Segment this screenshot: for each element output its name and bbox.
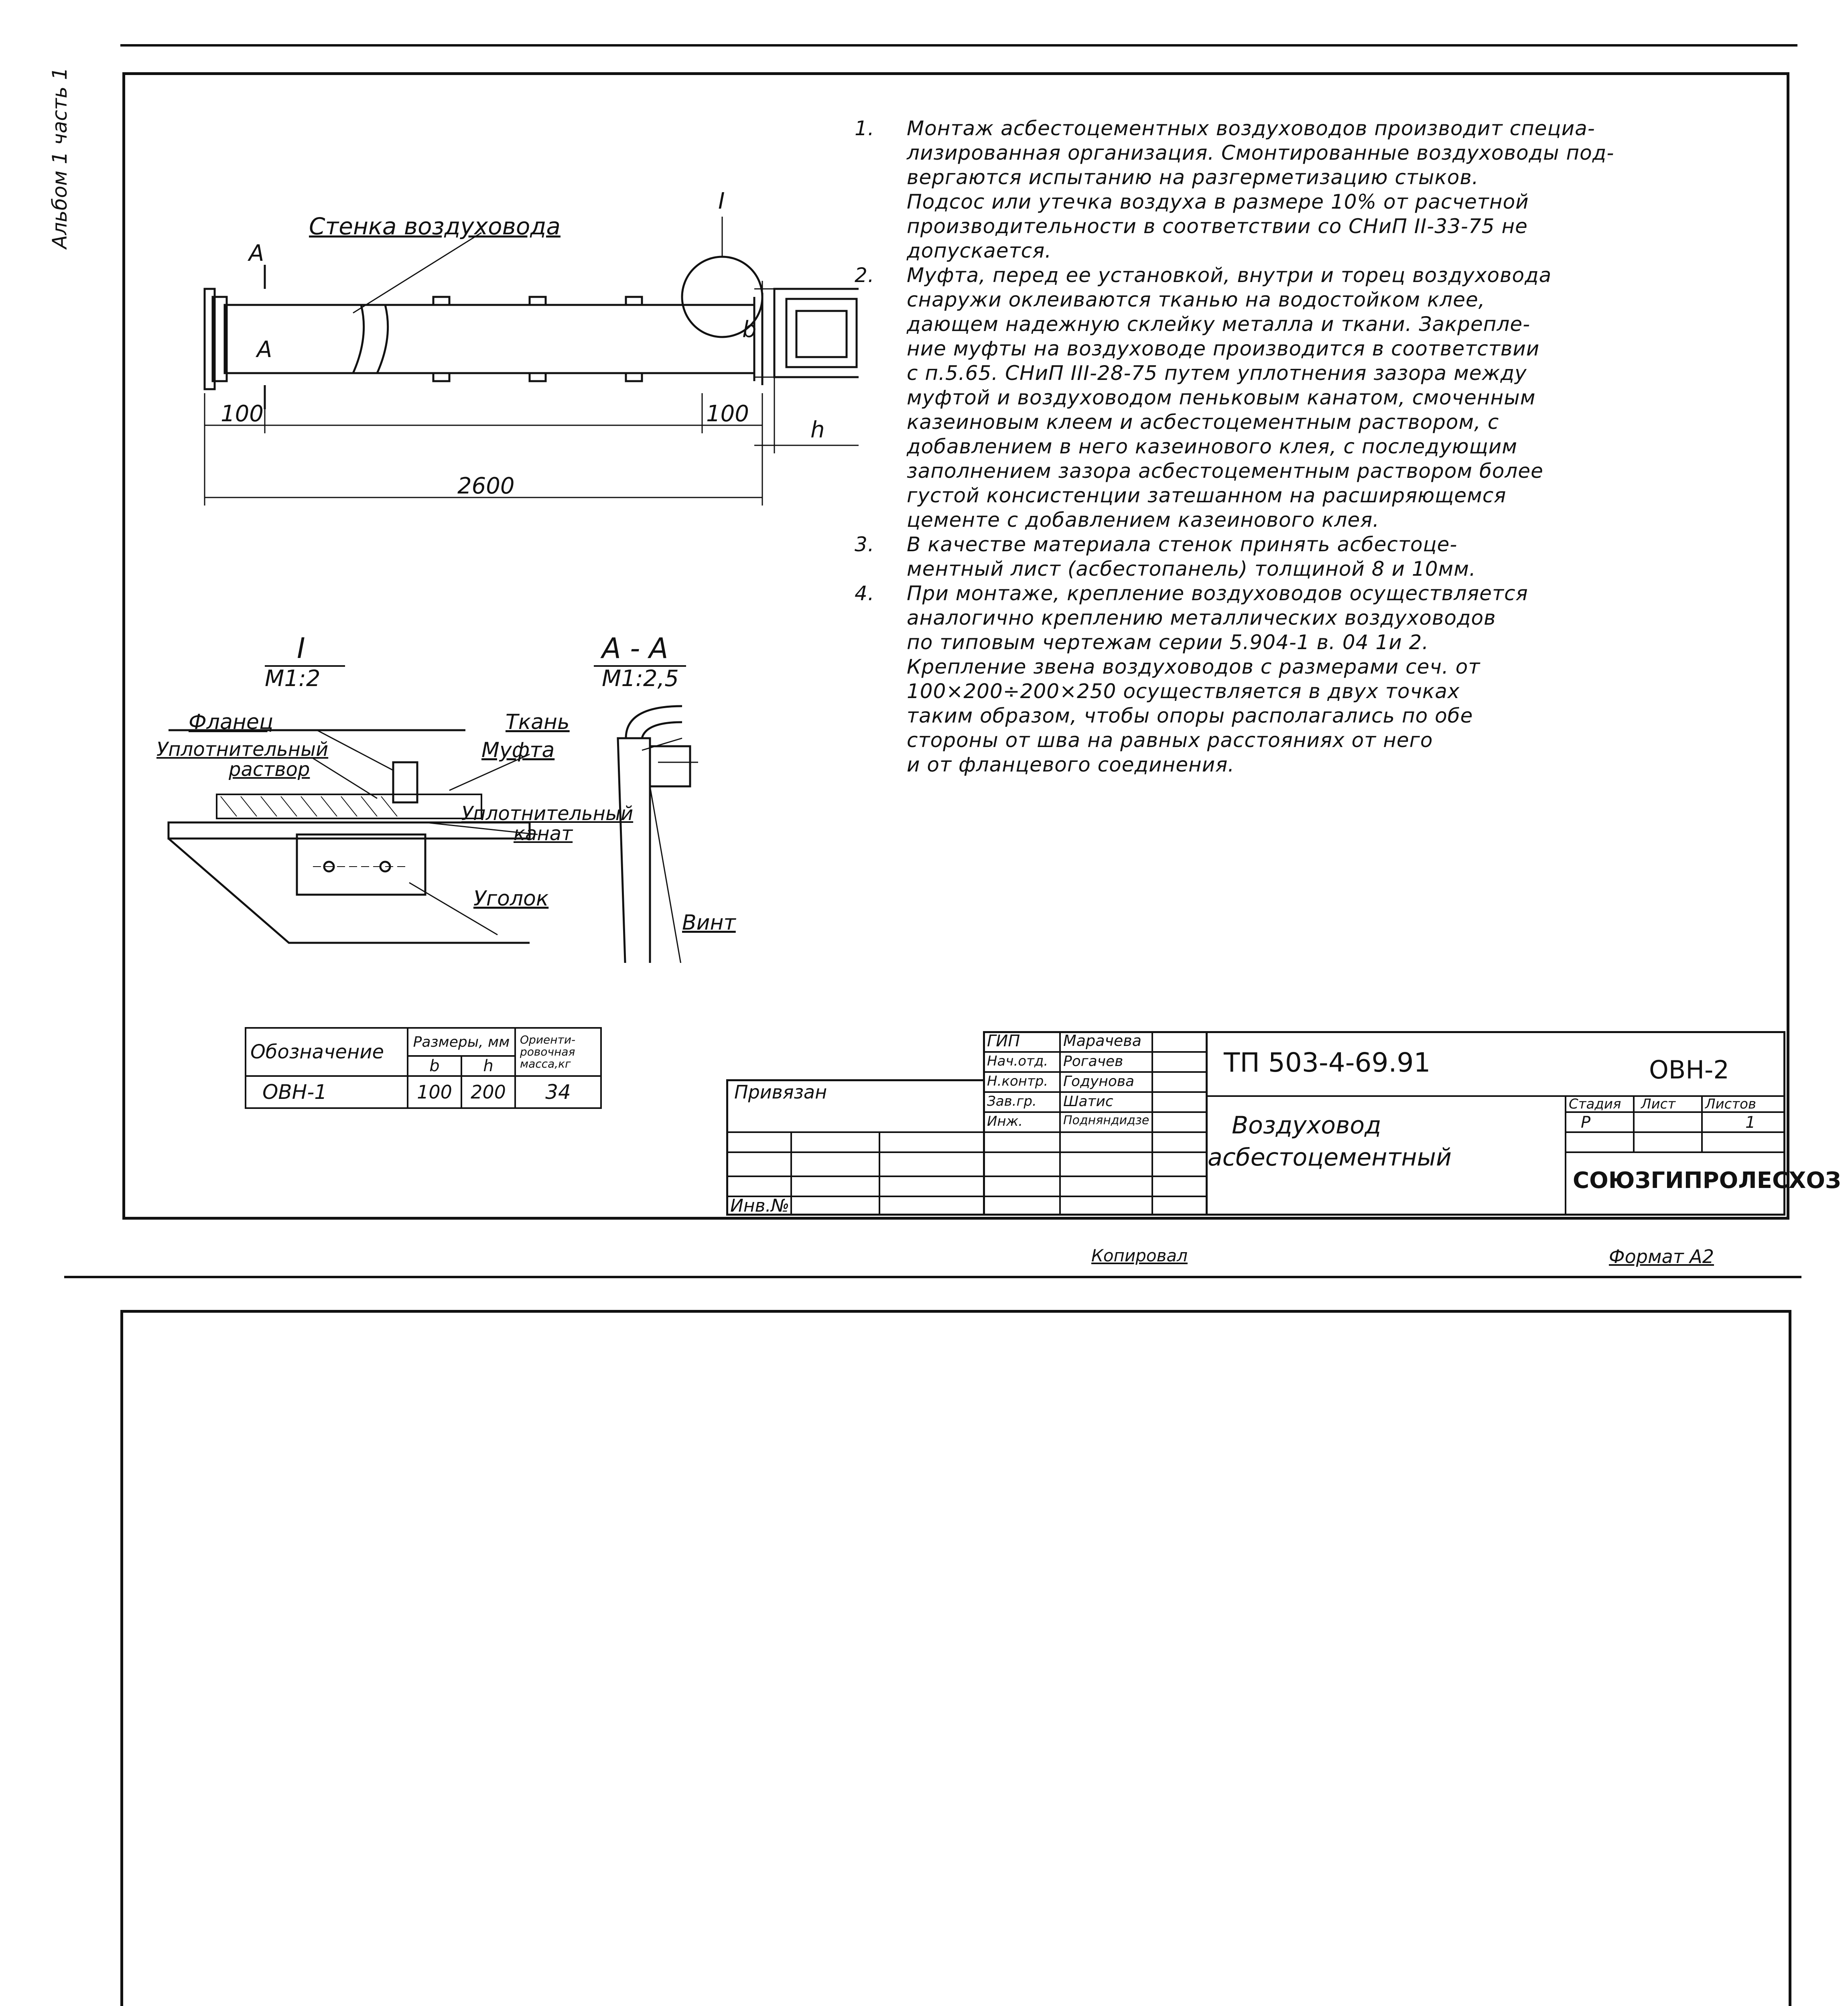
inv-label: Инв.№	[730, 1196, 790, 1216]
dim-right: 100	[706, 401, 749, 427]
row-designation: ОВН-1	[246, 1076, 408, 1108]
screw-label: Винт	[682, 911, 736, 935]
note-number: 2.	[855, 264, 875, 287]
note-line: аналогично креплению металлических воздуховодов	[907, 606, 1496, 629]
note-line: таким образом, чтобы опоры располагались по обе	[907, 704, 1473, 727]
note-line: снаружи оклеиваются тканью на водостойком клее,	[907, 288, 1485, 311]
note-line: стороны от шва на равных расстояниях от него	[907, 729, 1433, 752]
col-sheets: Листов	[1705, 1096, 1757, 1112]
col-b: b	[408, 1056, 461, 1076]
col-stage: Стадия	[1569, 1096, 1621, 1112]
dim-b: b	[742, 317, 757, 343]
rope-label-2: канат	[514, 822, 573, 845]
dim-h: h	[810, 417, 825, 443]
note-line: допускается.	[907, 239, 1052, 262]
section-title: А - А	[602, 632, 668, 665]
format-label: Формат А2	[1609, 1246, 1714, 1267]
detail-mark: I	[718, 188, 725, 214]
note-item	[851, 532, 1805, 581]
fabric-label: Ткань	[506, 710, 570, 734]
note-number: 1.	[855, 117, 875, 140]
note-line: производительности в соответствии со СНиП II-33-75 не	[907, 215, 1528, 238]
detail-scale: М1:2	[265, 666, 321, 692]
role-head: Нач.отд.	[987, 1053, 1048, 1069]
doc-title-1: Воздуховод	[1232, 1111, 1381, 1139]
note-line: по типовым чертежам серии 5.904-1 в. 04 1и 2.	[907, 631, 1429, 654]
note-line: муфтой и воздуховодом пеньковым канатом, смоченным	[907, 386, 1536, 409]
row-mass: 34	[515, 1076, 601, 1108]
note-item	[851, 116, 1805, 263]
note-line: дающем надежную склейку металла и ткани. Закрепле-	[907, 313, 1531, 336]
role-control: Н.контр.	[987, 1073, 1048, 1089]
note-line: с п.5.65. СНиП III-28-75 путем уплотнения зазора между	[907, 361, 1527, 385]
col-mass: Ориенти-ровочная масса,кг	[515, 1028, 601, 1076]
note-line: Муфта, перед ее установкой, внутри и торец воздуховода	[907, 264, 1552, 287]
note-line: В качестве материала стенок принять асбестоце-	[907, 533, 1458, 556]
name-5: Подняндидзе	[1063, 1113, 1149, 1127]
note-line: Крепление звена воздуховодов с размерами сеч. от	[907, 655, 1480, 678]
note-line: Монтаж асбестоцементных воздуховодов производит специа-	[907, 117, 1595, 140]
note-line: густой консистенции затешанном на расширяющемся	[907, 484, 1507, 507]
rope-label: Уплотнительный	[461, 802, 634, 825]
col-h: h	[461, 1056, 515, 1076]
note-line: казеиновым клеем и асбестоцементным раствором, с	[907, 410, 1499, 434]
note-line: ние муфты на воздуховоде производится в соответствии	[907, 337, 1540, 360]
note-line: добавлением в него казеинового клея, с последующим	[907, 435, 1517, 458]
role-gip: ГИП	[987, 1032, 1020, 1050]
coupling-label: Муфта	[481, 738, 555, 762]
flange-label: Фланец	[189, 710, 274, 734]
col-sheet: Лист	[1641, 1096, 1676, 1112]
section-mark-bottom: А	[257, 337, 272, 363]
mortar-label-2: раствор	[229, 758, 310, 781]
note-line: При монтаже, крепление воздуховодов осуществляется	[907, 582, 1528, 605]
col-designation: Обозначение	[246, 1028, 408, 1076]
note-line: ментный лист (асбестопанель) толщиной 8 и 10мм.	[907, 557, 1476, 581]
note-line: 100×200÷200×250 осуществляется в двух точках	[907, 680, 1460, 703]
top-rule	[120, 44, 1797, 47]
title-block	[726, 1031, 1841, 1216]
name-1: Марачева	[1063, 1032, 1141, 1050]
sheet-code: ОВН-2	[1649, 1055, 1729, 1084]
copy-label: Копировал	[1091, 1246, 1188, 1265]
organization: СОЮЗГИПРОЛЕСХОЗ	[1573, 1167, 1841, 1194]
note-line: цементе с добавлением казеинового клея.	[907, 508, 1380, 532]
section-mark-top: А	[249, 240, 264, 266]
mid-rule	[64, 1276, 1801, 1278]
album-side-label: Альбом 1 часть 1	[48, 67, 71, 249]
name-2: Рогачев	[1063, 1053, 1123, 1070]
note-number: 4.	[855, 582, 875, 605]
general-notes	[851, 116, 1805, 777]
role-engineer: Инж.	[987, 1113, 1023, 1129]
binding-label: Привязан	[734, 1081, 827, 1103]
row-h: 200	[461, 1076, 515, 1108]
dim-left: 100	[221, 401, 264, 427]
doc-title-2: асбестоцементный	[1208, 1143, 1452, 1172]
role-group: Зав.гр.	[987, 1093, 1037, 1109]
stage-value: Р	[1581, 1113, 1591, 1132]
name-3: Годунова	[1063, 1073, 1135, 1090]
name-4: Шатис	[1063, 1093, 1113, 1110]
row-b: 100	[408, 1076, 461, 1108]
section-scale: М1:2,5	[602, 666, 679, 692]
mortar-label: Уплотнительный	[156, 738, 329, 761]
dim-total: 2600	[457, 473, 515, 499]
note-line: вергаются испытанию на разгерметизацию стыков.	[907, 166, 1479, 189]
sheets-value: 1	[1745, 1113, 1756, 1132]
note-line: лизированная организация. Смонтированные воздуховоды под-	[907, 141, 1614, 164]
note-line: заполнением зазора асбестоцементным раствором более	[907, 459, 1543, 483]
angle-label: Уголок	[473, 887, 549, 911]
note-item	[851, 263, 1805, 532]
note-item	[851, 581, 1805, 777]
detail-title: I	[297, 632, 305, 665]
wall-label: Стенка воздуховода	[309, 213, 560, 240]
doc-code: ТП 503-4-69.91	[1224, 1047, 1431, 1078]
spec-table	[245, 1027, 602, 1109]
note-line: Подсос или утечка воздуха в размере 10% от расчетной	[907, 190, 1529, 213]
lower-sheet-frame	[120, 1310, 1791, 2006]
note-line: и от фланцевого соединения.	[907, 753, 1235, 776]
col-dims: Размеры, мм	[408, 1028, 515, 1056]
note-number: 3.	[855, 533, 875, 556]
